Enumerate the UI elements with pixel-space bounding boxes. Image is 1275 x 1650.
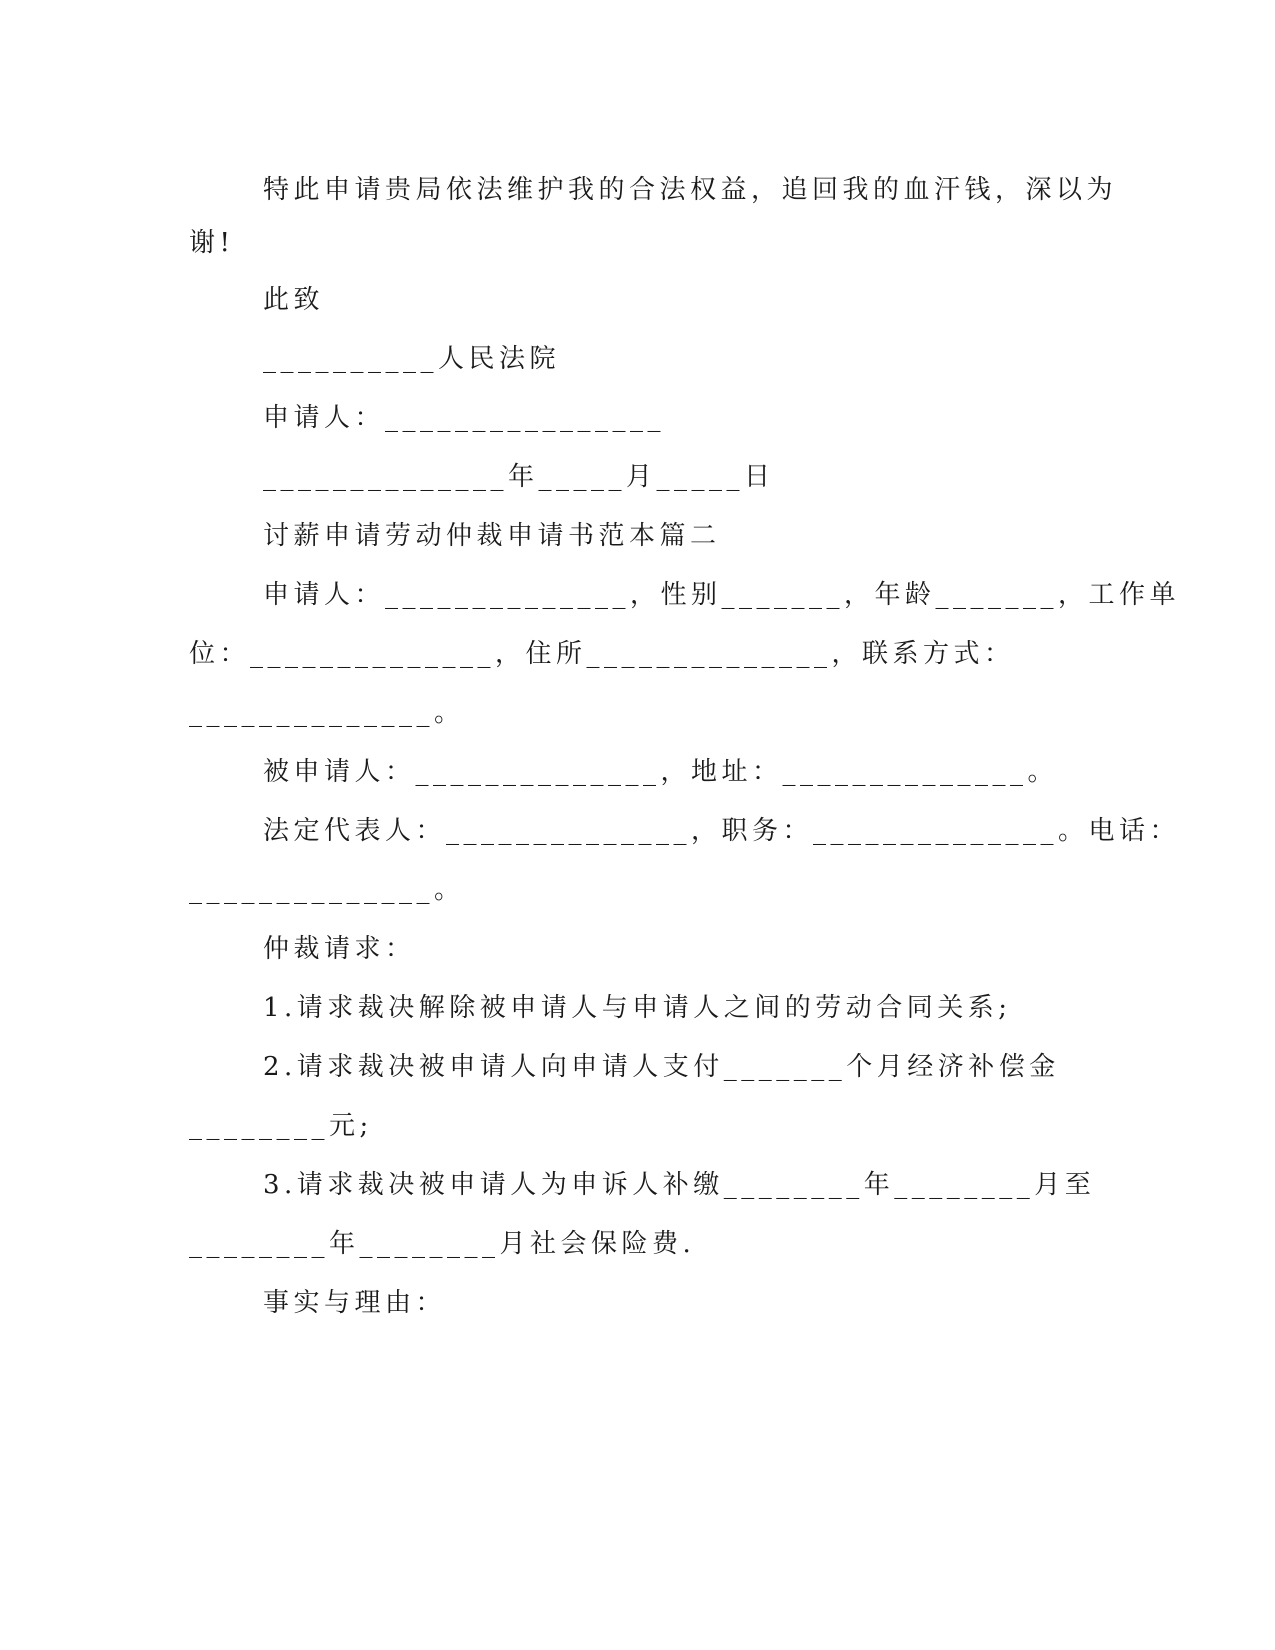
claim-item-2: 2.请求裁决被申请人向申请人支付_______个月经济补偿金 (263, 1052, 1060, 1082)
applicant-contact-field: ______________。 (189, 698, 465, 728)
facts-and-reasons-heading: 事实与理由： (263, 1288, 447, 1318)
claim-item-3-cont: ________年________月社会保险费. (189, 1229, 696, 1259)
applicant-signature-field: 申请人：________________ (263, 403, 666, 433)
section-title-template-2: 讨薪申请劳动仲裁申请书范本篇二 (263, 521, 721, 551)
phone-field: ______________。 (189, 875, 465, 905)
paragraph-petition-closing: 特此申请贵局依法维护我的合法权益，追回我的血汗钱，深以为 (263, 175, 1118, 205)
claim-item-3: 3.请求裁决被申请人为申诉人补缴________年________月至 (263, 1170, 1096, 1200)
respondent-info-line: 被申请人：______________，地址：______________。 (263, 757, 1059, 787)
date-field: ______________年_____月_____日 (263, 462, 775, 492)
claim-item-1: 1.请求裁决解除被申请人与申请人之间的劳动合同关系; (263, 993, 1012, 1023)
applicant-info-line: 申请人：______________，性别_______，年龄_______，工作单 (263, 580, 1181, 610)
paragraph-petition-closing-cont: 谢! (189, 228, 235, 258)
legal-representative-line: 法定代表人：______________，职务：______________。电话： (263, 816, 1181, 846)
court-name-field: __________人民法院 (263, 344, 561, 374)
applicant-info-line-cont: 位：______________，住所______________，联系方式： (189, 639, 1015, 669)
claim-item-2-cont: ________元; (189, 1111, 373, 1141)
salutation-cizhi: 此致 (263, 285, 325, 315)
arbitration-claims-heading: 仲裁请求： (263, 934, 416, 964)
